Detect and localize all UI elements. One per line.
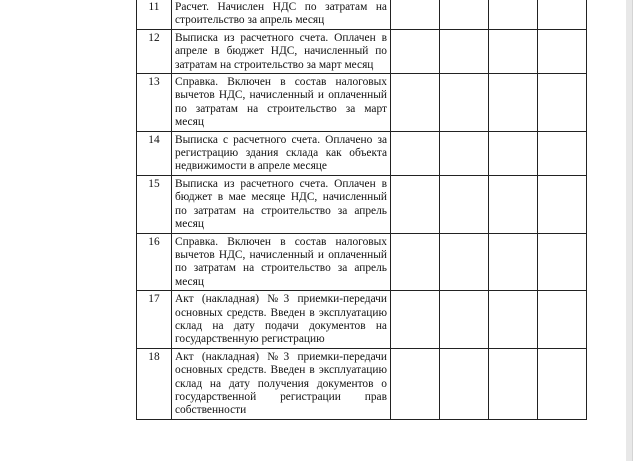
row-number: 18 (137, 348, 172, 419)
empty-cell (489, 131, 538, 175)
empty-cell (489, 74, 538, 132)
empty-cell (489, 291, 538, 349)
operation-description: Акт (накладная) №3 приемки-передачи основных средств. Введен в эксплуатацию склад на дату получения документов о государственной регистрации прав собственности (172, 348, 391, 419)
row-number: 15 (137, 175, 172, 233)
table-row (137, 233, 587, 291)
table-row (137, 131, 587, 175)
empty-cell (538, 291, 587, 349)
operation-description: Выписка из расчетного счета. Оплачен в бюджет в мае месяце НДС, начисленный по затратам на строительство за апрель месяц (172, 175, 391, 233)
empty-cell (391, 131, 440, 175)
empty-cell (538, 74, 587, 132)
empty-cell (538, 175, 587, 233)
empty-cell (538, 348, 587, 419)
table-row (137, 348, 587, 419)
empty-cell (538, 29, 587, 73)
empty-cell (440, 29, 489, 73)
empty-cell (489, 0, 538, 29)
empty-cell (391, 29, 440, 73)
table-row (137, 291, 587, 349)
row-number: 16 (137, 233, 172, 291)
empty-cell (489, 233, 538, 291)
row-number: 11 (137, 0, 172, 29)
empty-cell (391, 175, 440, 233)
table-row (137, 0, 587, 29)
empty-cell (538, 131, 587, 175)
empty-cell (489, 175, 538, 233)
empty-cell (391, 291, 440, 349)
table-row (137, 175, 587, 233)
operation-description: Расчет. Начислен НДС по затратам на строительство за апрель месяц (172, 0, 391, 29)
table-row (137, 29, 587, 73)
operation-description: Справка. Включен в состав налоговых вычетов НДС, начисленный и оплаченный по затратам на строительство за апрель месяц (172, 233, 391, 291)
empty-cell (538, 0, 587, 29)
operation-description: Акт (накладная) №3 приемки-передачи основных средств. Введен в эксплуатацию склад на дату подачи документов на государственную регистрацию (172, 291, 391, 349)
empty-cell (440, 175, 489, 233)
empty-cell (391, 348, 440, 419)
empty-cell (489, 348, 538, 419)
empty-cell (440, 0, 489, 29)
empty-cell (391, 233, 440, 291)
empty-cell (440, 233, 489, 291)
empty-cell (440, 131, 489, 175)
empty-cell (391, 0, 440, 29)
operation-description: Справка. Включен в состав налоговых вычетов НДС, начисленный и оплаченный по затратам на строительство за март месяц (172, 74, 391, 132)
empty-cell (489, 29, 538, 73)
row-number: 13 (137, 74, 172, 132)
empty-cell (538, 233, 587, 291)
row-number: 12 (137, 29, 172, 73)
row-number: 17 (137, 291, 172, 349)
operations-table (136, 0, 587, 420)
operation-description: Выписка с расчетного счета. Оплачено за регистрацию здания склада как объекта недвижимости в апреле месяце (172, 131, 391, 175)
empty-cell (440, 291, 489, 349)
empty-cell (440, 74, 489, 132)
page-edge-shadow (626, 0, 632, 461)
operation-description: Выписка из расчетного счета. Оплачен в апреле в бюджет НДС, начисленный по затратам на строительство за март месяц (172, 29, 391, 73)
empty-cell (391, 74, 440, 132)
row-number: 14 (137, 131, 172, 175)
table-row (137, 74, 587, 132)
empty-cell (440, 348, 489, 419)
operations-table-body (137, 0, 587, 419)
